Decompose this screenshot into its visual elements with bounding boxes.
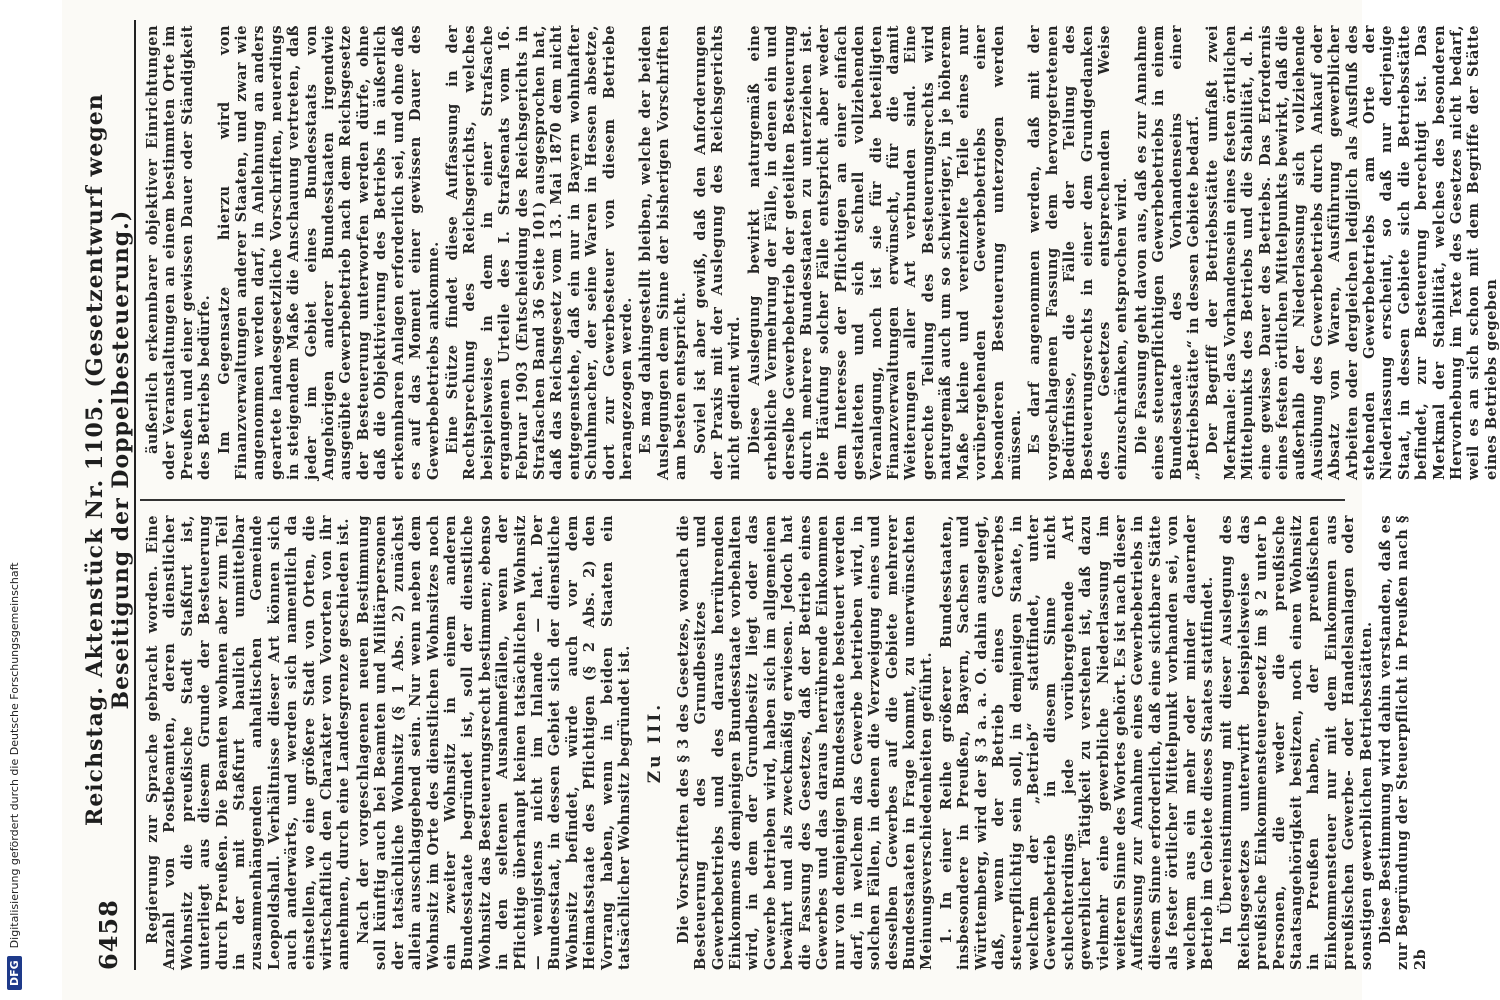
paragraph: Regierung zur Sprache gebracht worden. Eine Anzahl von Postbeamten, deren dienstlicher Wohnsitz die preußische Stadt Staßfurt ist, unterliegt aus diesem Grunde der Besteuerung durch Preußen. Die Beamten wohnen aber zum Teil in der mit Staßfurt baulich unmittelbar zusammenhängenden anhaltischen Gemeinde Leopoldshall. Verhältnisse dieser Art können sich auch anderwärts, und werden sich namentlich da einstellen, wo eine größere Stadt von Orten, die wirtschaftlich den Charakter von Vororten von ihr annehmen, durch eine Landesgrenze geschieden ist. bbox=[144, 515, 353, 970]
paragraph: Im Gegensatze hierzu wird von Finanzverwaltungen anderer Staaten, und zwar wie angenommen werden darf, in Anlehnung an anders geartete landesgesetzliche Vorschriften, neuerdings in steigendem Maße die Anschauung vertreten, daß jeder im Gebiet eines Bundesstaats von Angehörigen anderer Bundesstaaten irgendwie ausgeübte Gewerbebetrieb nach dem Reichsgesetze der Besteuerung unterworfen werden dürfe, ohne daß die Objektivierung des Betriebs in äußerlich erkennbaren Anlagen erforderlich sei, und ohne daß es auf das Moment einer gewissen Dauer des Gewerbebetriebs ankomme. bbox=[215, 25, 442, 480]
section-heading: Zu III. bbox=[645, 701, 666, 784]
paragraph: Soviel ist aber gewiß, daß den Anforderungen der Praxis mit der Auslegung des Reichsgerichts nicht gedient wird. bbox=[691, 25, 744, 480]
page-header bbox=[82, 20, 136, 970]
paragraph: Die Fassung geht davon aus, daß es zur Annahme eines steuerpflichtigen Gewerbebetriebs in einem Bundesstaate des Vorhandenseins einer „Betriebsstätte“ in dessen Gebiete bedarf. bbox=[1132, 25, 1202, 480]
paragraph: Es darf angenommen werden, daß mit der vorgeschlagenen Fassung dem hervorgetretenen Bedürfnisse, die Fälle der Teilung des Besteuerungsrechts in einer dem Grundgedanken des Gesetzes entsprechenden Weise einzuschränken, entsprochen wird. bbox=[1026, 25, 1131, 480]
paragraph: Diese Auslegung bewirkt naturgemäß eine erhebliche Vermehrung der Fälle, in denen ein und derselbe Gewerbebetrieb der geteilten Besteuerung durch mehrere Bundesstaaten zu unterziehen ist. Die Häufung solcher Fälle entspricht aber weder dem Interesse der Pflichtigen an einer einfach gestalteten und sich schnell vollziehenden Veranlagung, noch ist sie für die beteiligten Finanzverwaltungen erwünscht, für die damit Weiterungen aller Art verbunden sind. Eine gerechte Teilung des Besteuerungsrechts wird naturgemäß auch um so schwieriger, in je höherem Maße kleine und vereinzelte Teile eines nur vorübergehenden Gewerbebetriebs einer besonderen Besteuerung unterzogen werden müssen. bbox=[745, 25, 1024, 480]
paragraph: Es mag dahingestellt bleiben, welche der beiden Auslegungen dem Sinne der bisherigen Vorschriften am besten entspricht. bbox=[637, 25, 690, 480]
funding-footer bbox=[0, 0, 24, 1000]
paragraph: Eine Stütze findet diese Auffassung in der Rechtsprechung des Reichsgerichts, welches beispielsweise in dem in einer Strafsache ergangenen Urteile des I. Strafsenats vom 16. Februar 1903 (Entscheidung des Reichsgerichts in Strafsachen Band 36 Seite 101) ausgesprochen hat, daß das Reichsgesetz vom 13. Mai 1870 dem nicht entgegenstehe, daß ein nur in Bayern wohnhafter Schuhmacher, der seine Waren in Hessen absetze, dort zur Gewerbesteuer von diesem Betriebe herangezogen werde. bbox=[443, 25, 635, 480]
right-column bbox=[144, 25, 1500, 480]
scanned-page bbox=[62, 0, 1500, 1000]
paragraph: Nach der vorgeschlagenen neuen Bestimmung soll künftig auch bei Beamten und Militärpersonen der tatsächliche Wohnsitz (§ 1 Abs. 2) zunächst allein ausschlaggebend sein. Nur wenn neben dem Wohnsitz im Orte des dienstlichen Wohnsitzes noch ein zweiter Wohnsitz in einem anderen Bundesstaate begründet ist, soll der dienstliche Wohnsitz das Besteuerungsrecht bestimmen; ebenso in den seltenen Ausnahmefällen, wenn der Pflichtige überhaupt keinen tatsächlichen Wohnsitz — wenigstens nicht im Inlande — hat. Der Bundesstaat, in dessen Gebiet sich der dienstliche Wohnsitz befindet, würde auch vor dem Heimatsstaate des Pflichtigen (§ 2 Abs. 2) den Vorrang haben, wenn in beiden Staaten ein tatsächlicher Wohnsitz begründet ist. bbox=[354, 515, 633, 970]
funding-credit: Digitalisierung gefördert durch die Deutsche Forschungsgemeinschaft bbox=[7, 562, 21, 949]
paragraph: Diese Bestimmung wird dahin verstanden, daß es zur Begründung der Steuerpflicht in Preußen nach § 2b bbox=[1377, 515, 1429, 970]
dfg-logo-icon: DFG bbox=[7, 956, 22, 990]
column-divider bbox=[140, 499, 1345, 501]
paragraph: Der Begriff der Betriebsstätte umfaßt zwei Merkmale: das Vorhandensein eines festen örtlichen Mittelpunkts des Betriebs und die Stabilität, d. h. eine gewisse Dauer des Betriebs. Das Erfordernis eines festen örtlichen Mittelpunkts bewirkt, daß die außerhalb der Niederlassung sich vollziehende Ausübung des Gewerbebetriebs durch Ankauf oder Absatz von Waren, Ausführung gewerblicher Arbeiten oder dergleichen lediglich als Ausfluß des stehenden Gewerbebetriebs am Orte der Niederlassung erscheint, so daß nur derjenige Staat, in dessen Gebiete sich die Betriebsstätte befindet, zur Besteuerung berechtigt ist. Das Merkmal der Stabilität, welches des besonderen Hervorhebung im Texte des Gesetzes nicht bedarf, weil es an sich schon mit dem Begriffe der Stätte eines Betriebs gegeben bbox=[1204, 25, 1500, 480]
paragraph: In Übereinstimmung mit dieser Auslegung des Reichsgesetzes unterwirft beispielsweise das preußische Einkommensteuergesetz im § 2 unter b Personen, die weder die preußische Staatsangehörigkeit besitzen, noch einen Wohnsitz in Preußen haben, der preußischen Einkommensteuer nur mit dem Einkommen aus preußischen Gewerbe- oder Handelsanlagen oder sonstigen gewerblichen Betriebsstätten. bbox=[1218, 515, 1375, 970]
page-number: 6458 bbox=[93, 899, 123, 970]
paragraph: 1. In einer Reihe größerer Bundesstaaten, insbesondere in Preußen, Bayern, Sachsen und Württemberg, wird der § 3 a. a. O. dahin ausgelegt, daß, wenn der Betrieb eines Gewerbes steuerpflichtig sein soll, in demjenigen Staate, in welchem der „Betrieb“ stattfindet, unter Gewerbebetrieb in diesem Sinne nicht schlechterdings jede vorübergehende Art gewerblicher Tätigkeit zu verstehen ist, daß dazu vielmehr eine gewerbliche Niederlassung im weiteren Sinne des Wortes gehört. Es ist nach dieser Auffassung zur Annahme eines Gewerbebetriebs in diesem Sinne erforderlich, daß eine sichtbare Stätte als fester örtlicher Mittelpunkt vorhanden sei, von welchem aus ein mehr oder minder dauernder Betrieb im Gebiete dieses Staates stattfindet. bbox=[937, 514, 1216, 970]
paragraph: äußerlich erkennbarer objektiver Einrichtungen oder Veranstaltungen an einem bestimmten Orte im Preußen und einer gewissen Dauer oder Ständigkeit des Betriebs bedürfe. bbox=[144, 25, 214, 480]
running-title: Reichstag. Aktenstück Nr. 1105. (Gesetzentwurf wegen Beseitigung der Doppelbesteuerung.) bbox=[82, 93, 134, 826]
paragraph: Die Vorschriften des § 3 des Gesetzes, wonach die Besteuerung des Grundbesitzes und Gewerbebetriebs und des daraus herrührenden Einkommens demjenigen Bundesstaate vorbehalten wird, in dem der Grundbesitz liegt oder das Gewerbe betrieben wird, haben sich im allgemeinen bewährt und als zweckmäßig erwiesen. Jedoch hat die Fassung des Gesetzes, daß der Betrieb eines Gewerbes und das daraus herrührende Einkommen nur von demjenigen Bundesstaate besteuert werden darf, in welchem das Gewerbe betrieben wird, in solchen Fällen, in denen die Verzweigung eines und desselben Gewerbes auf die Gebiete mehrerer Bundesstaaten in Frage kommt, zu unerwünschten Meinungsverschiedenheiten geführt. bbox=[674, 515, 936, 970]
left-column bbox=[144, 514, 1429, 970]
